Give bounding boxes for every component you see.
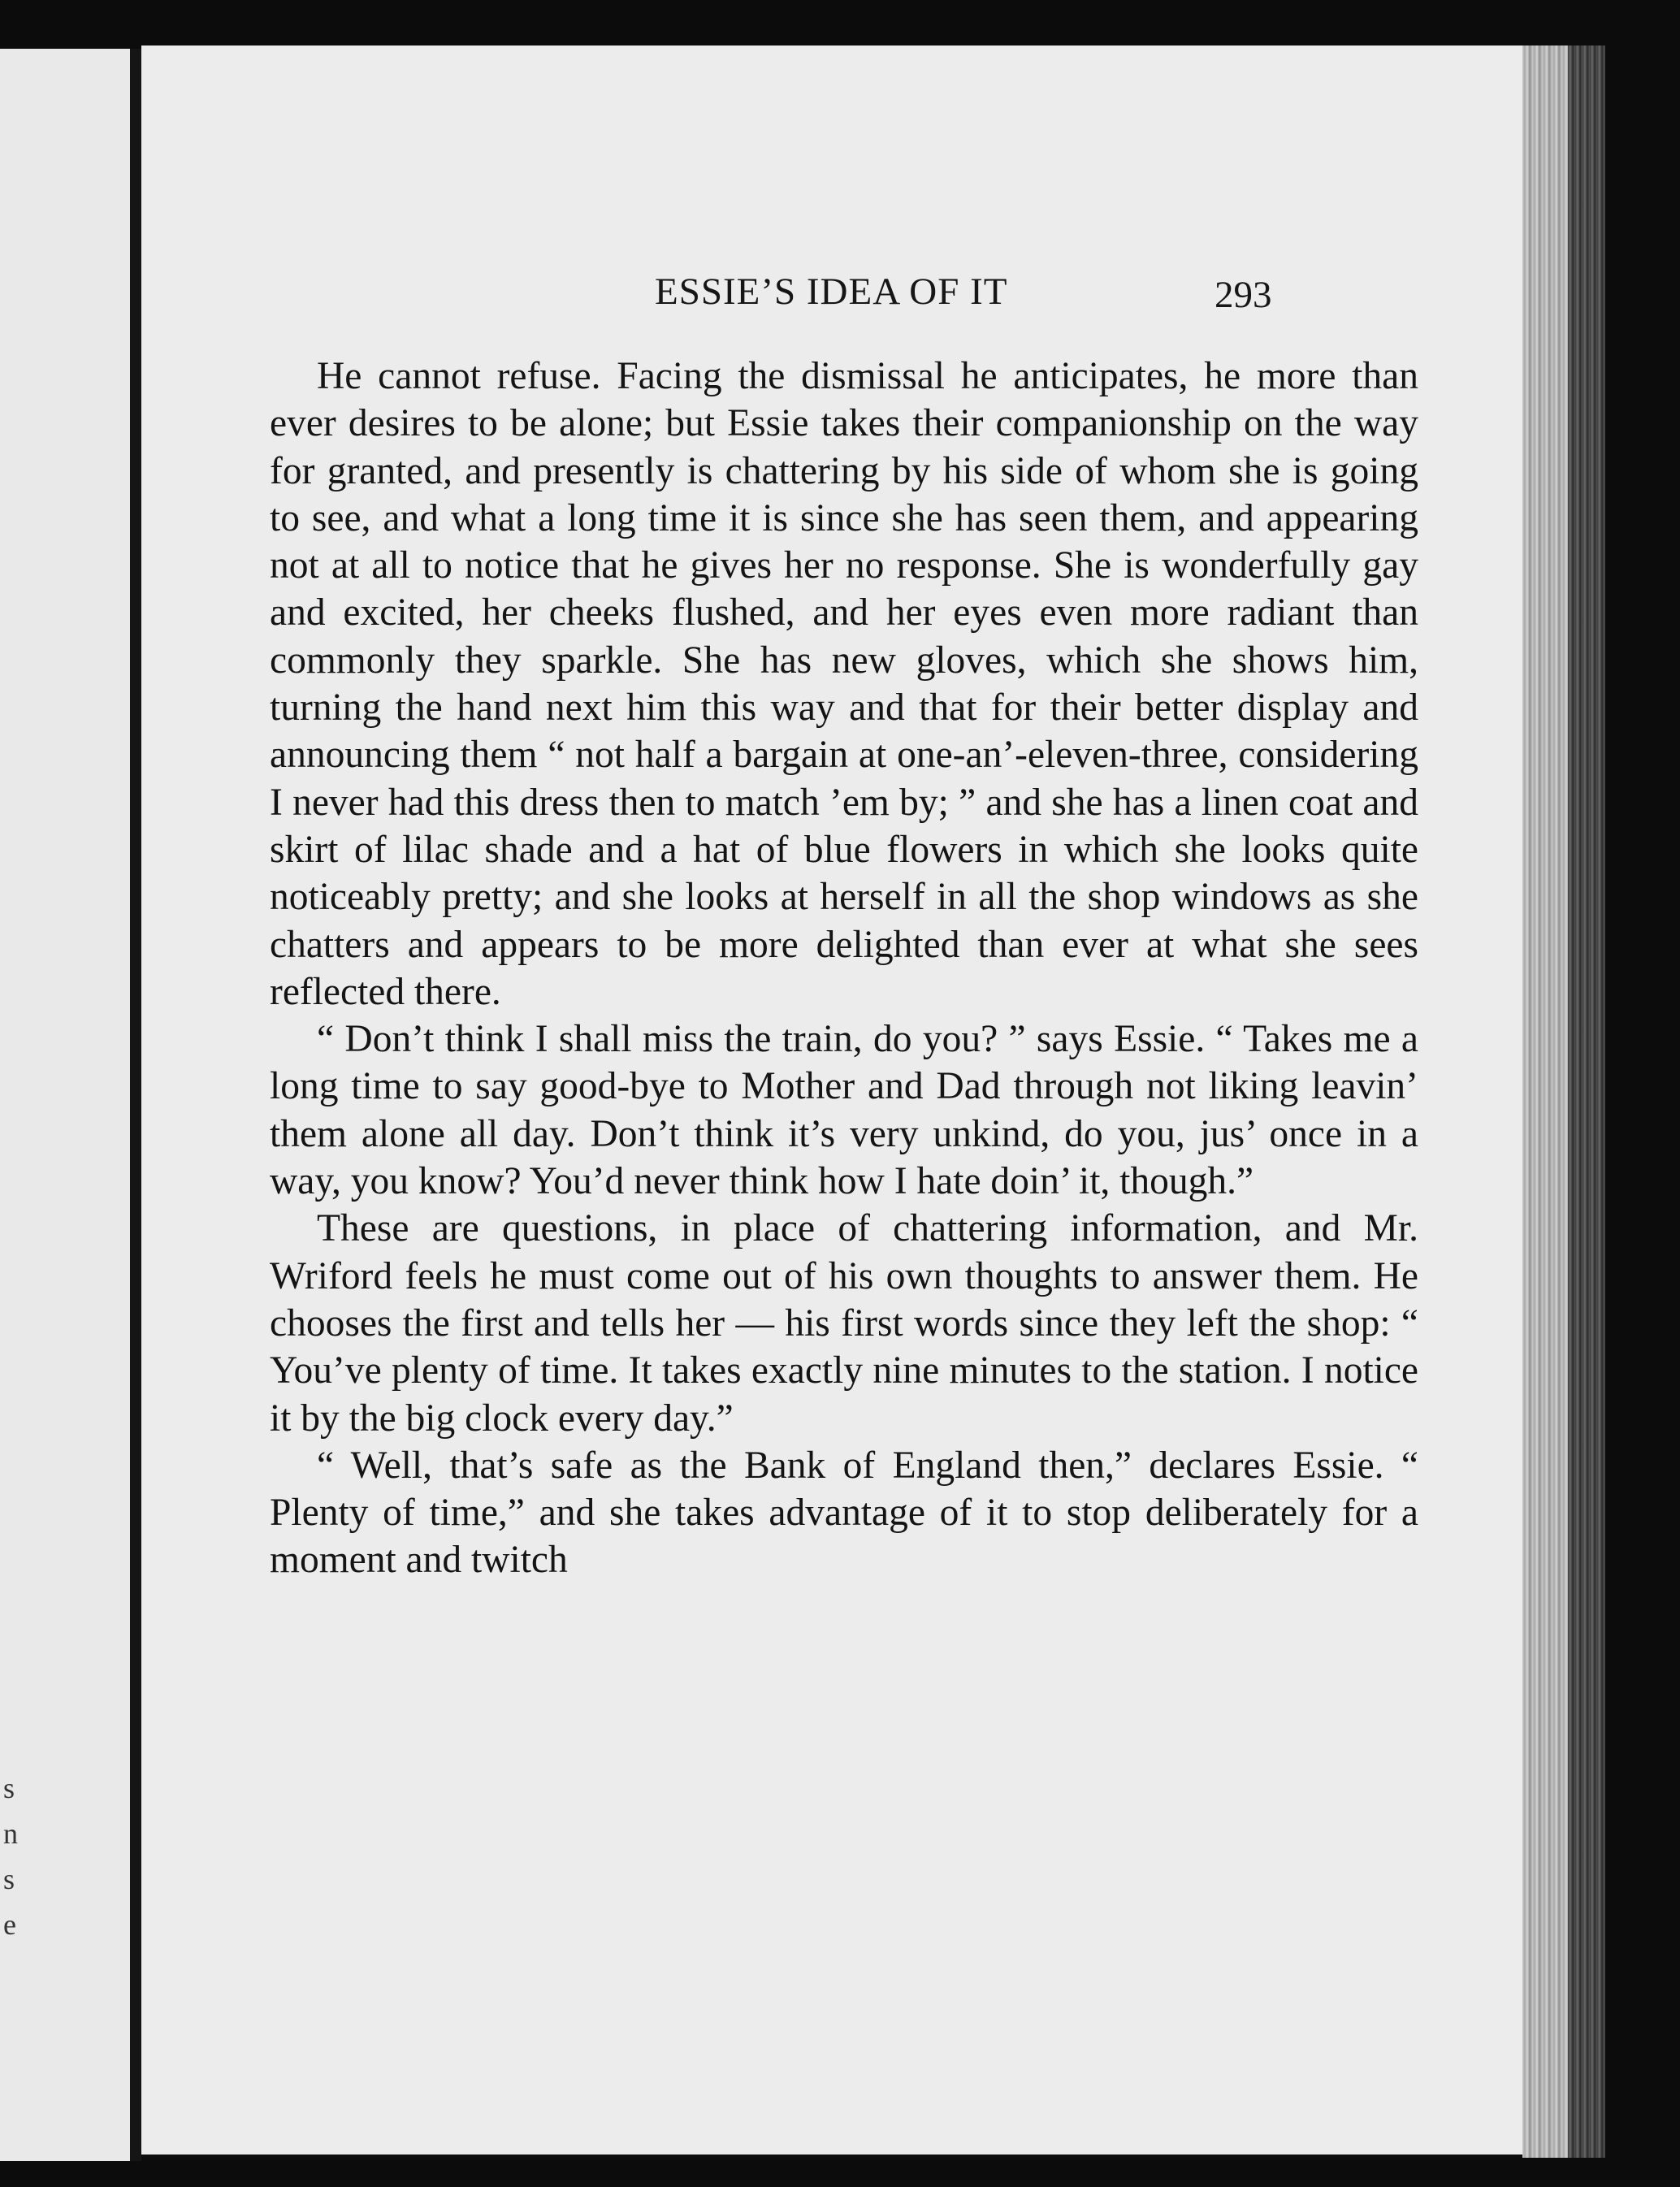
facing-page-fragment: s <box>3 1863 15 1895</box>
gutter-shadow <box>130 49 141 2161</box>
facing-page-fragment: e <box>3 1908 16 1941</box>
paragraph: “ Don’t think I shall miss the train, do you? ” says Essie. “ Takes me a long time to say good-bye to Mother and Dad through not liking leavin’ them alone all day. Don’t think it’s very unkind, do you, jus’ once in a way, you know? You’d never think how I hate doin’ it, though.” <box>270 1018 1418 1203</box>
book-page <box>141 45 1522 2155</box>
paragraph: These are questions, in place of chattering information, and Mr. Wriford feels he must come out of his own thoughts to answer them. He chooses the first and tells her — his first words since they left the shop: “ You’ve plenty of time. It takes exactly nine minutes to the station. I notice it by the big clock every day.” <box>270 1207 1418 1440</box>
book-spine-edge <box>1568 45 1605 2158</box>
page-number: 293 <box>1215 274 1272 316</box>
running-head <box>141 270 1522 318</box>
facing-page-fragment: n <box>3 1817 18 1850</box>
body-text <box>270 353 1418 1584</box>
facing-page-fragment: s <box>3 1772 15 1804</box>
paragraph: He cannot refuse. Facing the dismissal he anticipates, he more than ever desires to be alone; but Essie takes their companionship on the way for granted, and presently is chattering by his side of whom she is going to see, and what a long time it is since she has seen them, and appearing not at all to notice that he gives her no response. She is wonderfully gay and excited, her cheeks flushed, and her eyes even more radiant than commonly they sparkle. She has new gloves, which she shows him, turning the hand next him this way and that for their better display and announcing them “ not half a bargain at one-an’-eleven-three, considering I never had this dress then to match ’em by; ” and she has a linen coat and skirt of lilac shade and a hat of blue flowers in which she looks quite noticeably pretty; and she looks at herself in all the shop windows as she chatters and appears to be more delighted than ever at what she sees reflected there. <box>270 355 1418 1013</box>
facing-page-sliver <box>0 49 136 2161</box>
running-title: ESSIE’S IDEA OF IT <box>655 271 1008 313</box>
paragraph: “ Well, that’s safe as the Bank of England then,” declares Essie. “ Plenty of time,” and she takes advantage of it to stop deliberately for a moment and twitch <box>270 1444 1418 1582</box>
